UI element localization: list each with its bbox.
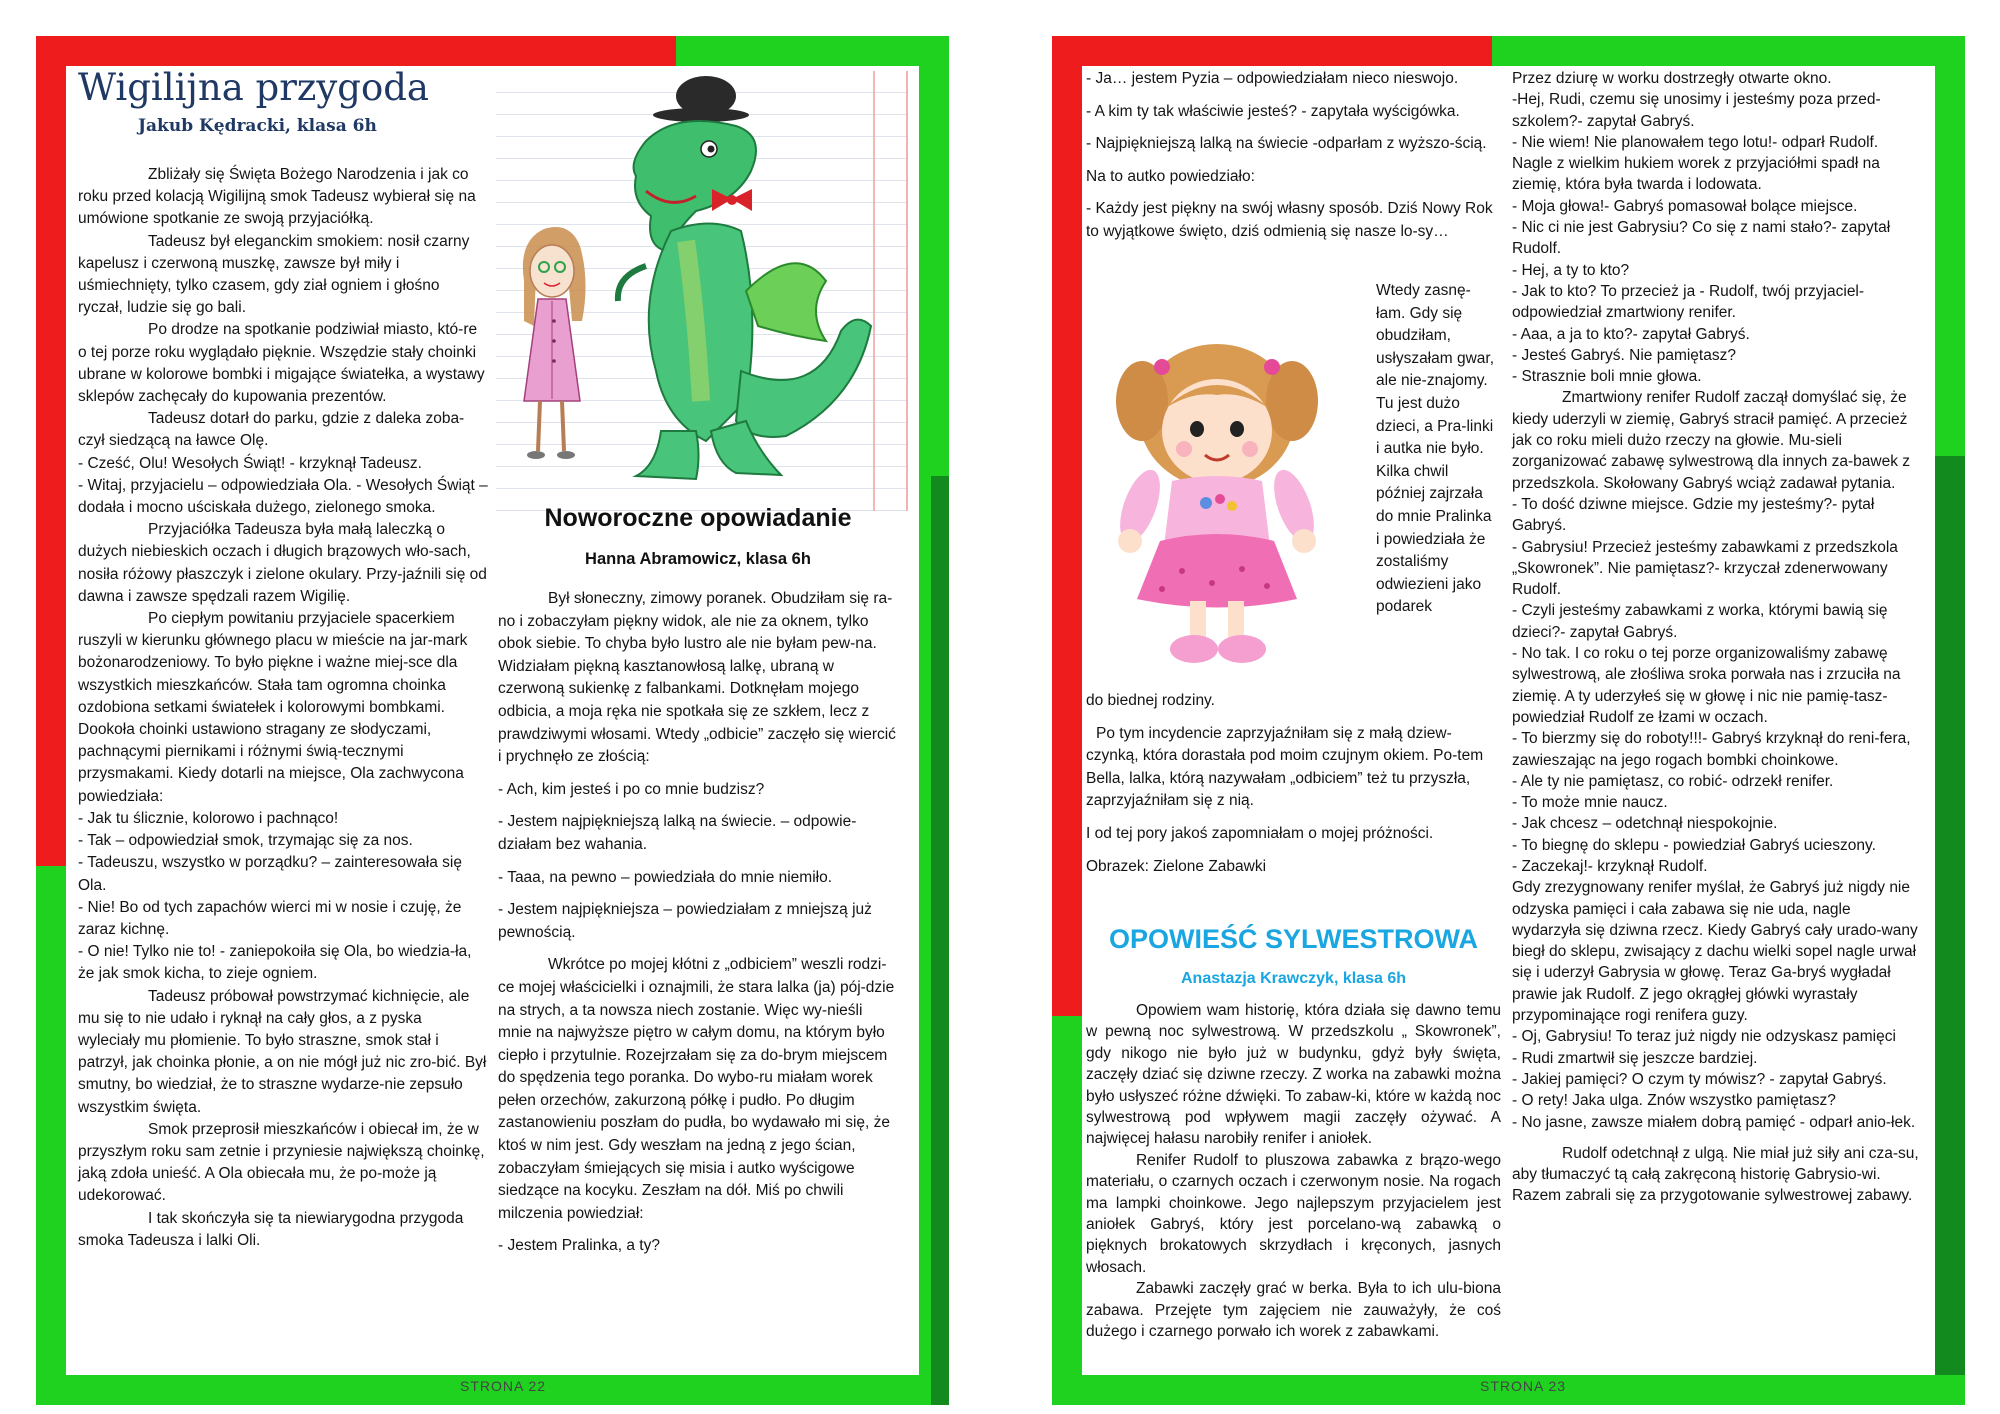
- story1-paragraph: - Witaj, przyjacielu – odpowiedziała Ola. - Wesołych Świąt – dodała i mocno uściskała dużego, zielonego smoka.: [78, 476, 488, 517]
- border-green-top: [676, 36, 949, 66]
- left-page-content: [66, 66, 919, 1375]
- girl-figure: [523, 227, 586, 459]
- story1-paragraph: - Nie! Bo od tych zapachów wierci mi w nosie i czuję, że zaraz kichnę.: [78, 898, 462, 938]
- border-darkgreen-right: [1935, 456, 1965, 1405]
- story2-author: Hanna Abramowicz, klasa 6h: [585, 550, 811, 568]
- story2-paragraph: - Każdy jest piękny na swój własny sposób. Dziś Nowy Rok to wyjątkowe święto, dziś odmienią się nasze lo-sy…: [1086, 200, 1493, 240]
- story2-paragraph: - Ach, kim jesteś i po co mnie budzisz?: [498, 780, 765, 798]
- story1-body: [78, 164, 488, 1252]
- story2-paragraph: Na to autko powiedziało:: [1086, 167, 1255, 185]
- story3-author: Anastazja Krawczyk, klasa 6h: [1180, 970, 1406, 987]
- story3-paragraph: - Nic ci nie jest Gabrysiu? Co się z nami stało?- zapytał Rudolf.: [1512, 219, 1891, 258]
- story1-paragraph: - Jak tu ślicznie, kolorowo i pachnąco!: [78, 809, 339, 827]
- story3-paragraph: - To biegnę do sklepu - powiedział Gabryś ucieszony.: [1512, 836, 1876, 854]
- right-page: [1052, 36, 1965, 1405]
- story2-paragraph: - Jestem Pralinka, a ty?: [498, 1237, 660, 1255]
- story2-paragraph: Był słoneczny, zimowy poranek. Obudziłam się ra-no i zobaczyłam piękny widok, ale nie za oknem, tylko obok siebie. To chyba było lustro ale nie byłam pew-na. Widziałam piękną kasztanowłosą lalkę, ubraną w czerwoną sukienkę z falbankami. Dotknęłam mojego odbicia, a moja ręka nie spotkała się ze szkłem, lecz z prawdziwymi włosami. Wtedy „odbicie” zaczęło się wiercić i prychnęło ze złością:: [498, 590, 896, 766]
- story3-continued: [1512, 68, 1922, 1207]
- story3-paragraph: - Zaczekaj!- krzyknął Rudolf.: [1512, 857, 1708, 875]
- story3-paragraph: - Hej, a ty to kto?: [1512, 261, 1630, 279]
- dragon-and-doll-drawing: [496, 71, 908, 511]
- story2-paragraph: - Taaa, na pewno – powiedziała do mnie niemiło.: [498, 868, 833, 886]
- story2-paragraph: Po tym incydencie zaprzyjaźniłam się z małą dziew-czynką, która dorastała pod moim czujnym okiem. Po-tem Bella, lalka, którą nazywałam „odbiciem” też tu przyszła, zaprzyjaźniłam się z nią.: [1086, 724, 1484, 810]
- story1-paragraph: Po drodze na spotkanie podziwiał miasto, któ-re o tej porze roku wyglądało pięknie. Wszędzie stały choinki ubrane w kolorowe bombki i migające światełka, a wystawy sklepów zachęcały do kupowania prezentów.: [78, 321, 485, 406]
- story1-paragraph: Tadeusz próbował powstrzymać kichnięcie, ale mu się to nie udało i ryknął na cały głos, a z pyska wyleciały mu płomienie. To było straszne, smok stał i patrzył, jak choinka płonie, a on nie mógł już nic zro-bić. Był smutny, bo wiedział, że to straszne wydarze-nie zepsuło wszystkim święta.: [78, 987, 487, 1116]
- story2-title: Noworoczne opowiadanie: [544, 504, 852, 532]
- story1-paragraph: - O nie! Tylko nie to! - zaniepokoiła się Ola, bo wiedzia-ła, że jak smok kicha, to zieje ogniem.: [78, 943, 472, 983]
- story3-paragraph: - To bierzmy się do roboty!!!- Gabryś krzyknął do reni-fera, zawieszając na jego rogach bombki choinkowe.: [1512, 730, 1911, 769]
- border-green-top: [1492, 36, 1965, 66]
- story2-paragraph: do biednej rodziny.: [1086, 692, 1215, 709]
- border-red-left: [36, 36, 66, 866]
- border-red-top: [36, 36, 676, 66]
- story3-paragraph: - O rety! Jaka ulga. Znów wszystko pamiętasz?: [1512, 1092, 1836, 1110]
- story3-paragraph: - Ale ty nie pamiętasz, co robić- odrzekł renifer.: [1512, 772, 1834, 790]
- story3-paragraph: Zabawki zaczęły grać w berka. Była to ich ulu-biona zabawa. Przejęte tym zajęciem nie zauważyły, że coś dużego i czarnego porwało ich worek z zabawkami.: [1086, 1280, 1501, 1341]
- story2-paragraph: - A kim ty tak właściwie jesteś? - zapytała wyścigówka.: [1086, 102, 1460, 120]
- border-darkgreen-accent: [931, 476, 949, 1405]
- story3-paragraph: - No tak. I co roku o tej porze organizowaliśmy zabawę sylwestrową, ale złośliwa sroka porwała nas i zrzuciła na ziemię. A ty uderzyłeś się w głowę i nic nie pamię-tasz- powiedział Rudolf ze łzami w oczach.: [1512, 645, 1901, 726]
- story2-paragraph: - Jestem najpiękniejszą lalką na świecie. – odpowie-działam bez wahania.: [498, 813, 857, 853]
- story1-paragraph: I tak skończyła się ta niewiarygodna przygoda smoka Tadeusza i lalki Oli.: [78, 1209, 464, 1249]
- story2-paragraph: Wkrótce po mojej kłótni z „odbiciem” weszli rodzi-ce mojej właścicielki i oznajmili, że stara lalka (ja) pój-dzie na strych, a ta nowsza niech zostanie. Więc wy-nieśli mnie na najwyższe piętro w całym domu, na którym było ciepło i przytulnie. Rozejrzałam się za do-brym miejscem do spędzenia tego poranka. Do wybo-ru miałam worek pełen orzechów, zakurzoną półkę i pudło. Po długim zastanowieniu poszłam do pudła, bo wydawało mi się, że ktoś w nim jest. Gdy weszłam na jedną z jego ścian, zobaczyłam śmiejących się misia i autko wyścigowe siedzące na kocyku. Zeszłam na dół. Miś po chwili milczenia powiedział:: [498, 956, 895, 1222]
- border-red-left: [1052, 36, 1082, 1016]
- story3-paragraph: Gdy zrezygnowany renifer myślał, że Gabryś już nigdy nie odzyska pamięci i cała zabawa się nie uda, nagle wydarzyła się dziwna rzecz. Kiedy Gabryś cały urado-wany biegł do sklepu, zwisający z dachu wielki sopel nagle urwał się i uderzył Gabrysia w głowę. Teraz Ga-bryś wygładał prawie jak Rudolf. Z jego okrągłej główki wyrastały przypominające rogi renifera guzy.: [1512, 879, 1918, 1025]
- border-green-left: [1052, 1016, 1082, 1405]
- story2-paragraph: - Najpiękniejszą lalką na świecie -odparłam z wyższo-ścią.: [1086, 135, 1487, 153]
- story3-paragraph: Zmartwiony renifer Rudolf zaczął domyślać się, że kiedy uderzyli w ziemię, Gabryś stracił pamięć. A przecież jak co roku mieli dużo rzeczy na głowie. Mu-sieli zorganizować zabawę sylwestrową dla innych za-bawek z przedszkola. Skołowany Gabryś wciąż zadawał pytania.: [1512, 389, 1911, 492]
- story3-paragraph: Opowiem wam historię, która działa się dawno temu w pewną noc sylwestrową. W przedszkolu „ Skowronek”, gdy nikogo nie było już w budynku, gdyż były święta, zaczęły dziać się dziwne rzeczy. Z worka na zabawki można było usłyszeć różne dźwięki. To zabaw-ki, które w każdą noc sylwestrową pod wpływem magii zaczęły ożywać. A najwięcej hałasu narobiły renifer i aniołek.: [1086, 1002, 1501, 1148]
- story1-paragraph: - Tak – odpowiedział smok, trzymając się za nos.: [78, 832, 413, 850]
- story3-paragraph: - Strasznie boli mnie głowa.: [1512, 368, 1702, 386]
- story2-side-text: [1376, 280, 1494, 619]
- story3-paragraph: Renifer Rudolf to pluszowa zabawka z brązo-wego materiału, o czarnych oczach i czerwonym nosie. Na rogach ma lampki choinkowe. Jego najlepszym przyjacielem jest aniołek Gabryś, który jest porcelano-wą zabawką o pięknych brokatowych skrzydłach i kręconych, jasnych włosach.: [1086, 1151, 1501, 1276]
- story3-paragraph: - Gabrysiu! Przecież jesteśmy zabawkami z przedszkola „Skowronek”. Nie pamiętasz?- krzyczał zdenerwowany Rudolf.: [1512, 538, 1898, 599]
- story1-paragraph: Zbliżały się Święta Bożego Narodzenia i jak co roku przed kolacją Wigilijną smok Tadeusz wybierał się na umówione spotkanie ze swoją przyjaciółką.: [78, 166, 476, 228]
- doll-svg: [1102, 331, 1332, 671]
- story3-title: OPOWIEŚĆ SYLWESTROWA: [1108, 924, 1479, 954]
- story2-paragraph: - Ja… jestem Pyzia – odpowiedziałam nieco nieswojo.: [1086, 70, 1459, 87]
- story1-paragraph: Tadeusz był eleganckim smokiem: nosił czarny kapelusz i czerwoną muszkę, zawsze był miły i uśmiechnięty, tylko czasem, gdy ział ogniem i głośno ryczał, ludzie się go bali.: [78, 232, 470, 317]
- story1-paragraph: - Cześć, Olu! Wesołych Świąt! - krzyknął Tadeusz.: [78, 454, 422, 472]
- story1-paragraph: Smok przeprosił mieszkańców i obiecał im, że w przyszłym roku sam zetnie i przyniesie największą choinkę, jaką zdoła unieść. A Ola obiecała mu, że po-może ją udekorować.: [78, 1120, 485, 1205]
- story1-author: Jakub Kędracki, klasa 6h: [138, 116, 377, 136]
- story2-paragraph: I od tej pory jakoś zapomniałam o mojej próżności.: [1086, 824, 1434, 842]
- story3-paragraph: Rudolf odetchnął z ulgą. Nie miał już siły ani cza-su, aby tłumaczyć tą całą zakręconą historię Gabrysio-wi. Razem zabrali się za przygotowanie sylwestrowej zabawy.: [1512, 1144, 1919, 1205]
- story3-paragraph: - Jak to kto? To przecież ja - Rudolf, twój przyjaciel- odpowiedział zmartwiony renifer.: [1512, 282, 1865, 322]
- story3-paragraph: - To dość dziwne miejsce. Gdzie my jesteśmy?- pytał Gabryś.: [1512, 495, 1875, 535]
- story3-paragraph: - To może mnie naucz.: [1512, 794, 1668, 812]
- drawing-svg: [496, 71, 906, 511]
- story1-title: Wigilijna przygoda: [78, 66, 429, 109]
- story3-paragraph: - Nie wiem! Nie planowałem tego lotu!- odparł Rudolf. Nagle z wielkim hukiem worek z przyjaciółmi spadł na ziemię, która była twarda i lodowata.: [1512, 133, 1880, 194]
- border-green-left: [36, 866, 66, 1405]
- right-page-content: [1082, 66, 1935, 1375]
- story1-paragraph: Po ciepłym powitaniu przyjaciele spacerkiem ruszyli w kierunku głównego placu w mieście na jar-mark bożonarodzeniowy. To było piękne i ważne miej-sce dla wszystkich mieszkańców. Stała tam ogromna choinka ozdobiona setkami światełek i kolorowymi bombkami. Dookoła choinki ustawiono stragany ze słodyczami, pachnącymi piernikami i różnymi świą-tecznymi przysmakami. Kiedy dotarli na miejsce, Ola zachwycona powiedziała:: [78, 610, 468, 805]
- story2-paragraph: Wtedy zasnę-łam. Gdy się obudziłam, usłyszałam gwar, ale nie-znajomy. Tu jest dużo dzieci, a Pra-linki i autka nie było. Kilka chwil później zajrzała do mnie Pralinka i powiedziała że zostaliśmy odwiezieni jako podarek: [1376, 282, 1495, 616]
- story3-paragraph: - Jak chcesz – odetchnął niespokojnie.: [1512, 815, 1778, 833]
- dragon-figure: [618, 76, 871, 479]
- story3-paragraph: -Hej, Rudi, czemu się unosimy i jesteśmy poza przed-szkolem?- zapytał Gabryś.: [1512, 91, 1881, 130]
- story2-ending: [1086, 690, 1501, 878]
- story1-paragraph: Przyjaciółka Tadeusza była małą laleczką o dużych niebieskich oczach i długich brązowych wło-sach, nosiła różowy płaszczyk i zielone okulary. Przy-jaźnili się od dawna i zawsze spędzali razem Wigilię.: [78, 521, 487, 605]
- border-red-top: [1052, 36, 1492, 66]
- story3-paragraph: - Moja głowa!- Gabryś pomasował bolące miejsce.: [1512, 197, 1858, 215]
- story3-paragraph: - Jakiej pamięci? O czym ty mówisz? - zapytał Gabryś.: [1512, 1070, 1887, 1088]
- story2-body: [498, 588, 898, 1258]
- page-number-left: STRONA 22: [460, 1378, 547, 1394]
- story3-paragraph: - Aaa, a ja to kto?- zapytał Gabryś.: [1512, 325, 1750, 343]
- story3-paragraph: - Oj, Gabrysiu! To teraz już nigdy nie odzyskasz pamięci: [1512, 1028, 1896, 1046]
- story3-paragraph: - Jesteś Gabryś. Nie pamiętasz?: [1512, 346, 1736, 364]
- doll-photo: [1102, 331, 1332, 671]
- left-page: [36, 36, 949, 1405]
- image-credit: Obrazek: Zielone Zabawki: [1086, 857, 1267, 875]
- story3-paragraph: - Czyli jesteśmy zabawkami z worka, którymi bawią się dzieci?- zapytał Gabryś.: [1512, 602, 1888, 641]
- story3-paragraph: - No jasne, zawsze miałem dobrą pamięć - odparł anio-łek.: [1512, 1113, 1916, 1131]
- story3-body: [1086, 1000, 1501, 1343]
- page-number-right: STRONA 23: [1480, 1378, 1567, 1394]
- story1-paragraph: Tadeusz dotarł do parku, gdzie z daleka zoba-czył siedzącą na ławce Olę.: [78, 410, 465, 450]
- story1-paragraph: - Tadeuszu, wszystko w porządku? – zainteresowała się Ola.: [78, 854, 462, 894]
- story2-continued: [1086, 68, 1501, 244]
- story3-paragraph: Przez dziurę w worku dostrzegły otwarte okno.: [1512, 70, 1832, 87]
- story3-paragraph: - Rudi zmartwił się jeszcze bardziej.: [1512, 1049, 1758, 1067]
- story2-paragraph: - Jestem najpiękniejsza – powiedziałam z mniejszą już pewnością.: [498, 901, 872, 941]
